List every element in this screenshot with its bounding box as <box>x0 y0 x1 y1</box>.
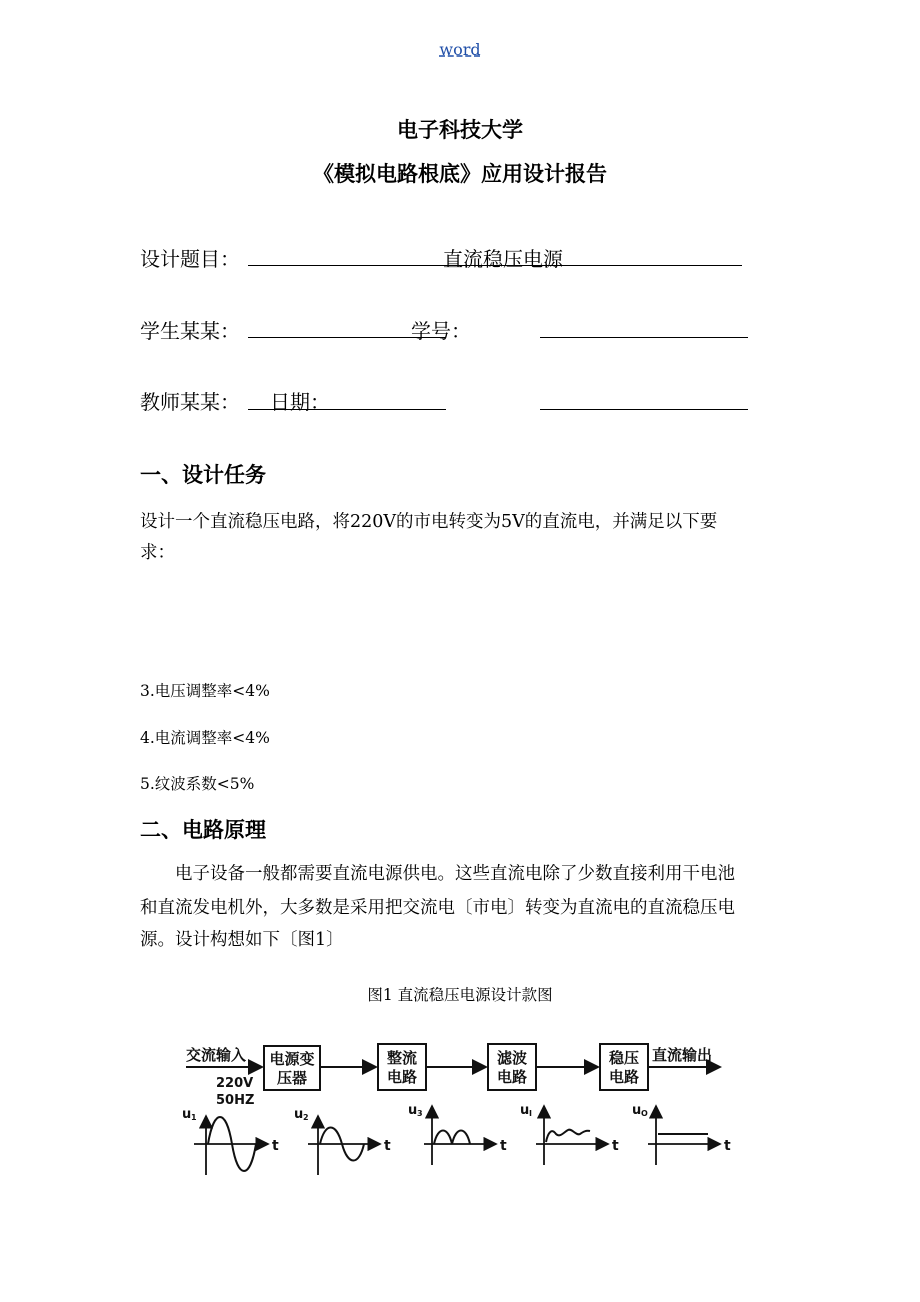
student-id-label: 学号： <box>411 319 471 343</box>
waveform-axis-label: u <box>408 1103 418 1118</box>
requirement-item: 3.电压调整率<4% <box>140 682 270 700</box>
waveform-axis-label: u <box>294 1107 304 1122</box>
output-label: 直流输出 <box>652 1046 713 1064</box>
transformer-block-line2: 压器 <box>276 1069 308 1087</box>
waveform-axis-label: u <box>632 1103 642 1118</box>
waveform-t-label: t <box>724 1138 731 1154</box>
filter-block-line2: 电路 <box>496 1068 528 1086</box>
waveform-t-label: t <box>612 1138 619 1154</box>
waveform-u3 <box>408 1103 507 1165</box>
input-voltage: 220V <box>216 1076 254 1091</box>
header-word-link[interactable]: word <box>439 40 481 59</box>
waveform-t-label: t <box>500 1138 507 1154</box>
date-underline <box>540 409 748 410</box>
teacher-name-label: 教师某某： <box>140 390 240 414</box>
input-label: 交流输入 <box>186 1046 247 1064</box>
rectifier-block-line2: 电路 <box>386 1068 418 1086</box>
input-frequency: 50HZ <box>216 1093 255 1108</box>
waveform-u2 <box>294 1107 391 1175</box>
block-diagram <box>180 1030 740 1190</box>
filter-block-line1: 滤波 <box>496 1049 528 1067</box>
section1-heading: 一、设计任务 <box>140 463 266 487</box>
waveform-t-label: t <box>384 1138 391 1154</box>
topic-label: 设计题目： <box>140 247 240 271</box>
requirement-item: 5.纹波系数<5% <box>140 775 255 793</box>
university-title: 电子科技大学 <box>397 118 523 142</box>
waveform-axis-sub: 2 <box>303 1113 309 1122</box>
section2-para-line2: 和直流发电机外，大多数是采用把交流电〔市电〕转变为直流电的直流稳压电 <box>140 898 735 918</box>
section1-intro-line1: 设计一个直流稳压电路，将220V的市电转变为5V的直流电，并满足以下要 <box>140 512 718 532</box>
waveform-ui <box>520 1103 619 1165</box>
section2-heading: 二、电路原理 <box>140 818 266 842</box>
rectifier-block-line1: 整流 <box>386 1049 418 1067</box>
waveform-uo <box>632 1103 731 1165</box>
report-title: 《模拟电路根底》应用设计报告 <box>313 162 607 186</box>
section2-para-line3: 源。设计构想如下〔图1〕 <box>140 930 344 950</box>
figure-caption: 图1 直流稳压电源设计款图 <box>367 986 553 1004</box>
topic-value: 直流稳压电源 <box>443 247 563 271</box>
transformer-block-line1: 电源变 <box>269 1050 315 1068</box>
waveform-u1 <box>182 1107 279 1175</box>
regulator-block-line1: 稳压 <box>608 1049 640 1067</box>
section1-intro-line2: 求： <box>140 543 175 563</box>
waveform-t-label: t <box>272 1138 279 1154</box>
waveform-axis-label: u <box>520 1103 530 1118</box>
waveform-axis-sub: I <box>529 1109 532 1118</box>
waveform-axis-sub: 3 <box>417 1109 423 1118</box>
waveform-axis-sub: O <box>641 1109 648 1118</box>
student-id-underline <box>540 337 748 338</box>
student-name-label: 学生某某： <box>140 319 240 343</box>
waveform-axis-sub: 1 <box>191 1113 197 1122</box>
requirement-item: 4.电流调整率<4% <box>140 729 270 747</box>
date-label: 日期： <box>270 390 330 414</box>
regulator-block-line2: 电路 <box>608 1068 640 1086</box>
section2-para-line1: 电子设备一般都需要直流电源供电。这些直流电除了少数直接利用干电池 <box>175 864 735 884</box>
waveform-axis-label: u <box>182 1107 192 1122</box>
